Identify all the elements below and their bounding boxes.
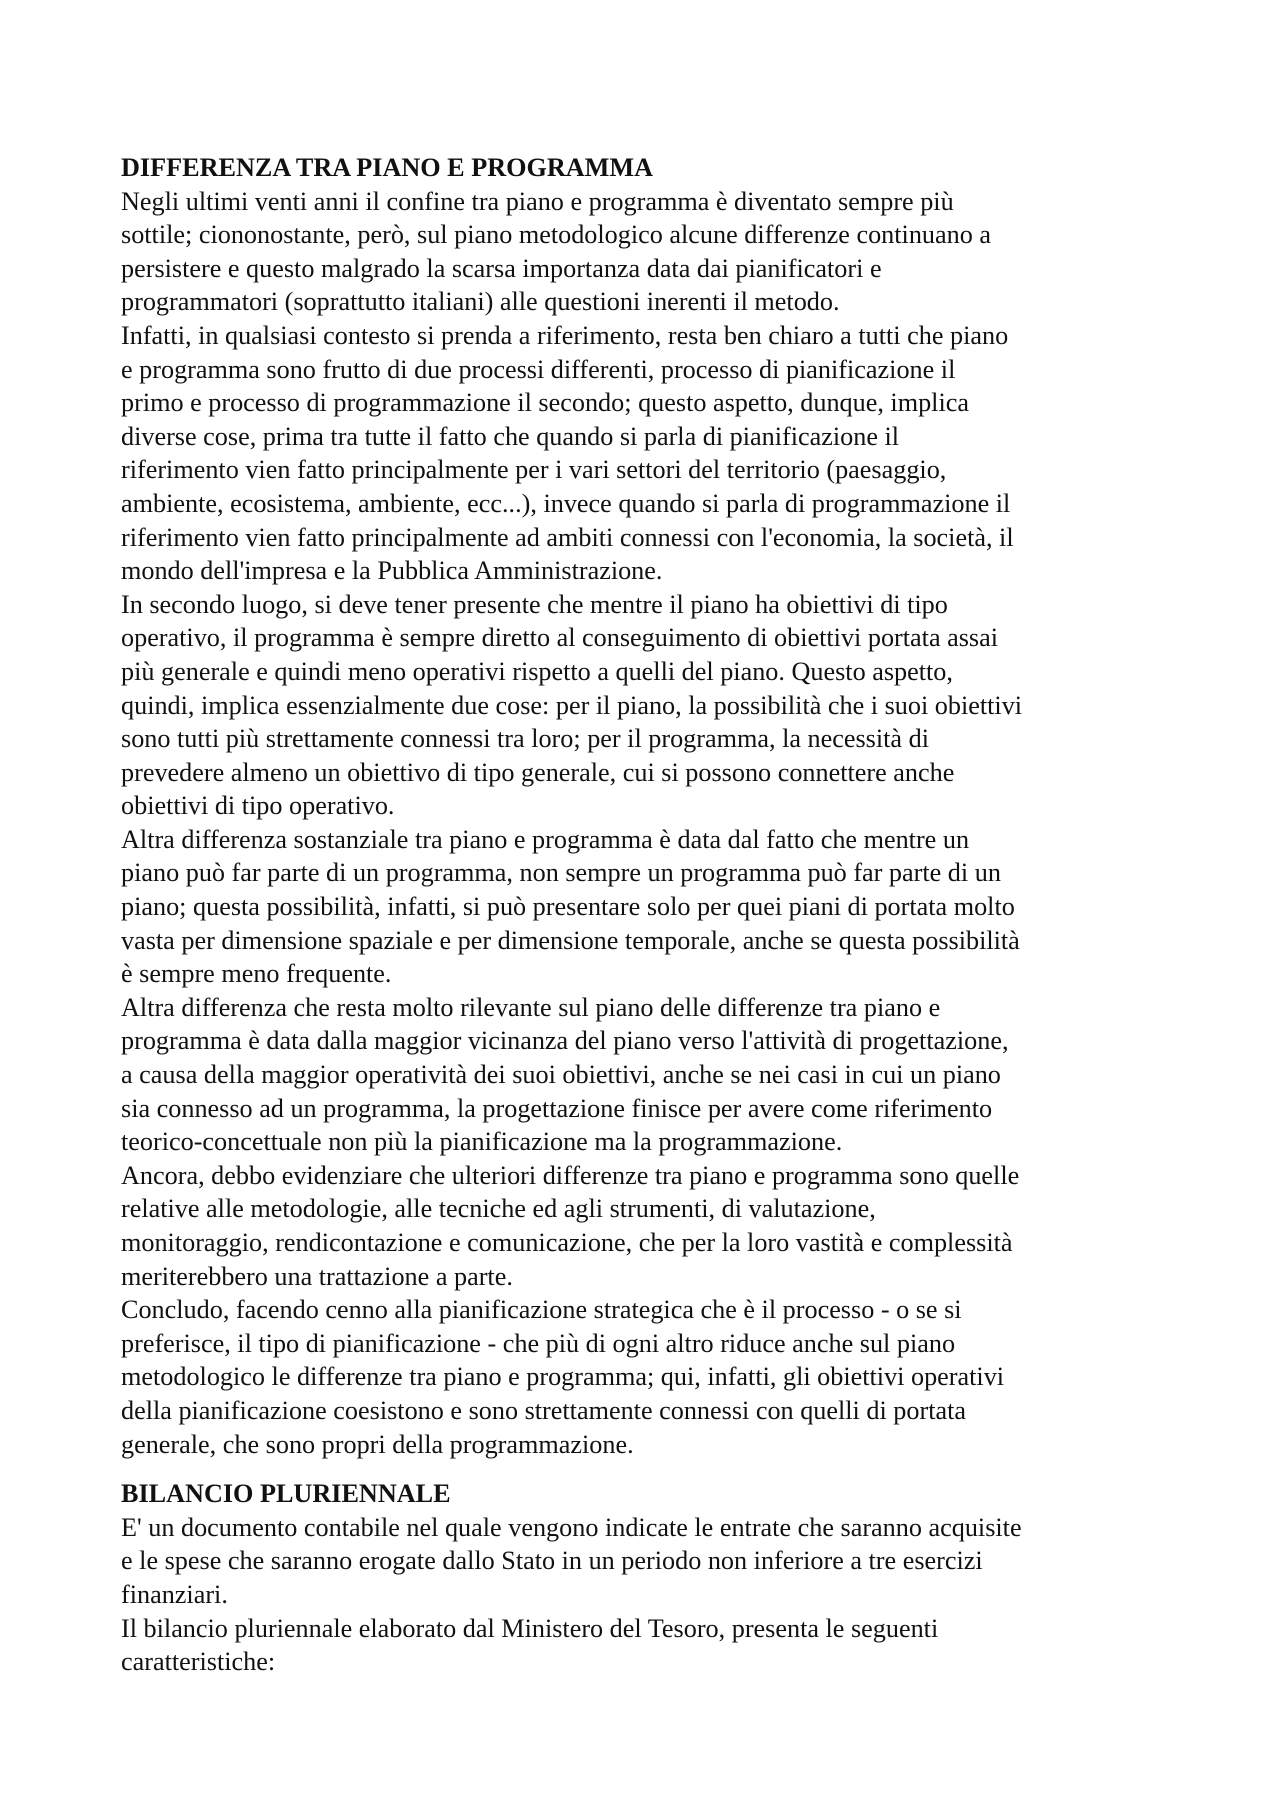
paragraph: Altra differenza sostanziale tra piano e programma è data dal fatto che mentre un piano può far parte di un programma, non sempre un programma può far parte di un piano; questa possibilità, infatti, si può presentare solo per quei piani di portata molto vasta per dimensione spaziale e per dimensione temporale, anche se questa possibilità è sempre meno frequente.: [121, 824, 1020, 989]
section-title: BILANCIO PLURIENNALE: [121, 1479, 451, 1509]
paragraph: Ancora, debbo evidenziare che ulteriori differenze tra piano e programma sono quelle relative alle metodologie, alle tecniche ed agli strumenti, di valutazione, monitoraggio, rendicontazione e comunicazione, che per la loro vastità e complessità meriterebbero una trattazione a parte.: [121, 1160, 1020, 1291]
paragraph: E' un documento contabile nel quale vengono indicate le entrate che saranno acquisite e le spese che saranno erogate dallo Stato in un periodo non inferiore a tre esercizi finanziari.: [121, 1512, 1022, 1609]
section-title: DIFFERENZA TRA PIANO E PROGRAMMA: [121, 153, 654, 182]
section-differenza: [121, 151, 1173, 1461]
paragraph: In secondo luogo, si deve tener presente che mentre il piano ha obiettivi di tipo operativo, il programma è sempre diretto al conseguimento di obiettivi portata assai più generale e quindi meno operativi rispetto a quelli del piano. Questo aspetto, quindi, implica essenzialmente due cose: per il piano, la possibilità che i suoi obiettivi sono tutti più strettamente connessi tra loro; per il programma, la necessità di prevedere almeno un obiettivo di tipo generale, cui si possono connettere anche obiettivi di tipo operativo.: [121, 589, 1023, 821]
section-spacer: [121, 1461, 1173, 1477]
document-page: [121, 151, 1173, 1679]
paragraph: Concludo, facendo cenno alla pianificazione strategica che è il processo - o se si preferisce, il tipo di pianificazione - che più di ogni altro riduce anche sul piano metodologico le differenze tra piano e programma; qui, infatti, gli obiettivi operativi della pianificazione coesistono e sono strettamente connessi con quelli di portata generale, che sono propri della programmazione.: [121, 1295, 1005, 1459]
paragraph: Negli ultimi venti anni il confine tra piano e programma è diventato sempre più sottile; ciononostante, però, sul piano metodologico alcune differenze continuano a persistere e questo malgrado la scarsa importanza data dai pianificatori e programmatori (soprattutto italiani) alle questioni inerenti il metodo.: [121, 186, 991, 317]
paragraph: Altra differenza che resta molto rilevante sul piano delle differenze tra piano e programma è data dalla maggior vicinanza del piano verso l'attività di progettazione, a causa della maggior operatività dei suoi obiettivi, anche se nei casi in cui un piano sia connesso ad un programma, la progettazione finisce per avere come riferimento teorico-concettuale non più la pianificazione ma la programmazione.: [121, 992, 1009, 1157]
paragraph: Il bilancio pluriennale elaborato dal Ministero del Tesoro, presenta le seguenti caratteristiche:: [121, 1613, 939, 1677]
section-bilancio: [121, 1477, 1173, 1679]
paragraph: Infatti, in qualsiasi contesto si prenda a riferimento, resta ben chiaro a tutti che piano e programma sono frutto di due processi differenti, processo di pianificazione il primo e processo di programmazione il secondo; questo aspetto, dunque, implica diverse cose, prima tra tutte il fatto che quando si parla di pianificazione il riferimento vien fatto principalmente per i vari settori del territorio (paesaggio, ambiente, ecosistema, ambiente, ecc...), invece quando si parla di programmazione il riferimento vien fatto principalmente ad ambiti connessi con l'economia, la società, il mondo dell'impresa e la Pubblica Amministrazione.: [121, 320, 1014, 586]
